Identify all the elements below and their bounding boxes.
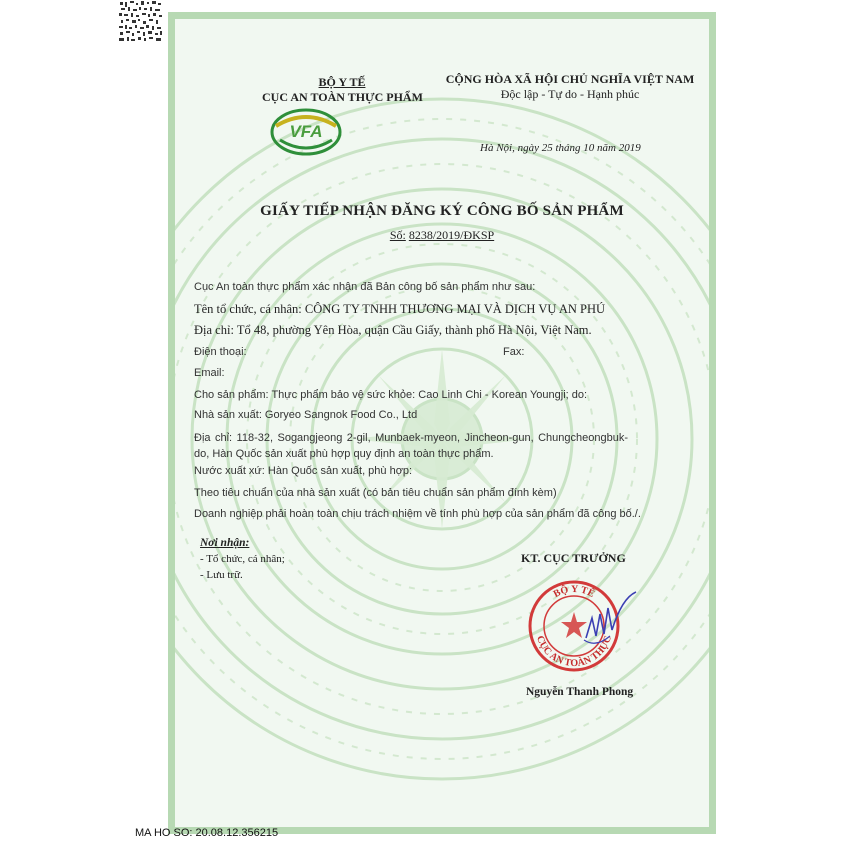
bronze-drum-watermark [175,19,709,827]
address-line: Địa chỉ: Tổ 48, phường Yên Hòa, quận Cầu Giấy, thành phố Hà Nội, Việt Nam. [194,323,592,337]
svg-text:CỤC AN TOÀN THỰC [534,634,614,669]
vfa-logo [266,104,346,156]
recipient-item: - Tổ chức, cá nhân; [200,553,285,565]
signer-name: Nguyễn Thanh Phong [526,686,634,698]
fax-label: Fax: [503,346,525,358]
vfa-logo-text: VFA [289,122,323,141]
number-label: Số: [389,228,406,242]
manufacturer-address: Địa chỉ: 118-32, Sogangjeong 2-gil, Munbaek-myeon, Jincheon-gun, Chungcheongbuk-do, Hàn Quốc sản xuất phù hợp quy định an toàn thực phẩm. [194,432,628,460]
origin-line: Nước xuất xứ: Hàn Quốc sản xuất, phù hợp: [194,465,413,477]
signer-title: KT. CỤC TRƯỞNG [521,551,626,565]
product-line: Cho sản phẩm: Thực phẩm bảo vệ sức khỏe: Cao Linh Chi - Korean Youngji; do: [194,389,588,401]
document-number [168,228,716,243]
official-seal [526,578,638,676]
responsibility-line: Doanh nghiệp phải hoàn toàn chịu trách nhiệm về tính phù hợp của sản phẩm đã công bố./. [194,508,641,520]
certificate-page [168,12,716,834]
seal-bottom-text: CỤC AN TOÀN THỰC [534,634,614,670]
intro-text: Cục An toàn thực phẩm xác nhận đã Bản công bố sản phẩm như sau: [194,281,536,293]
record-code: MA HO SO: 20.08.12.356215 [135,827,279,839]
country-name: CỘNG HÒA XÃ HỘI CHỦ NGHĨA VIỆT NAM [445,72,695,86]
qr-code [118,0,164,44]
republic-header [410,72,730,102]
agency-header [262,75,422,105]
seal-top-text: BỘ Y TẾ [551,583,597,601]
recipients-heading: Nơi nhận: [200,537,250,549]
motto: Độc lập - Tự do - Hạnh phúc [500,87,640,101]
document-title: GIẤY TIẾP NHẬN ĐĂNG KÝ CÔNG BỐ SẢN PHẨM [260,203,624,219]
agency-name: CỤC AN TOÀN THỰC PHẨM [262,90,423,104]
recipient-item: - Lưu trữ. [200,569,243,581]
phone-label: Điện thoại: [194,346,247,358]
ministry-name: BỘ Y TẾ [318,75,366,89]
organization-line: Tên tổ chức, cá nhân: CÔNG TY TNHH THƯƠNG MẠI VÀ DỊCH VỤ AN PHÚ [194,302,606,316]
issue-date: Hà Nội, ngày 25 tháng 10 năm 2019 [480,142,641,154]
manufacturer-line: Nhà sản xuất: Goryeo Sangnok Food Co., Ltd [194,409,418,421]
number-value: 8238/2019/ĐKSP [408,228,495,242]
email-label: Email: [194,367,225,379]
signature-scribble [586,592,636,638]
standard-line: Theo tiêu chuẩn của nhà sản xuất (có bản tiêu chuẩn sản phẩm đính kèm) [194,487,557,499]
